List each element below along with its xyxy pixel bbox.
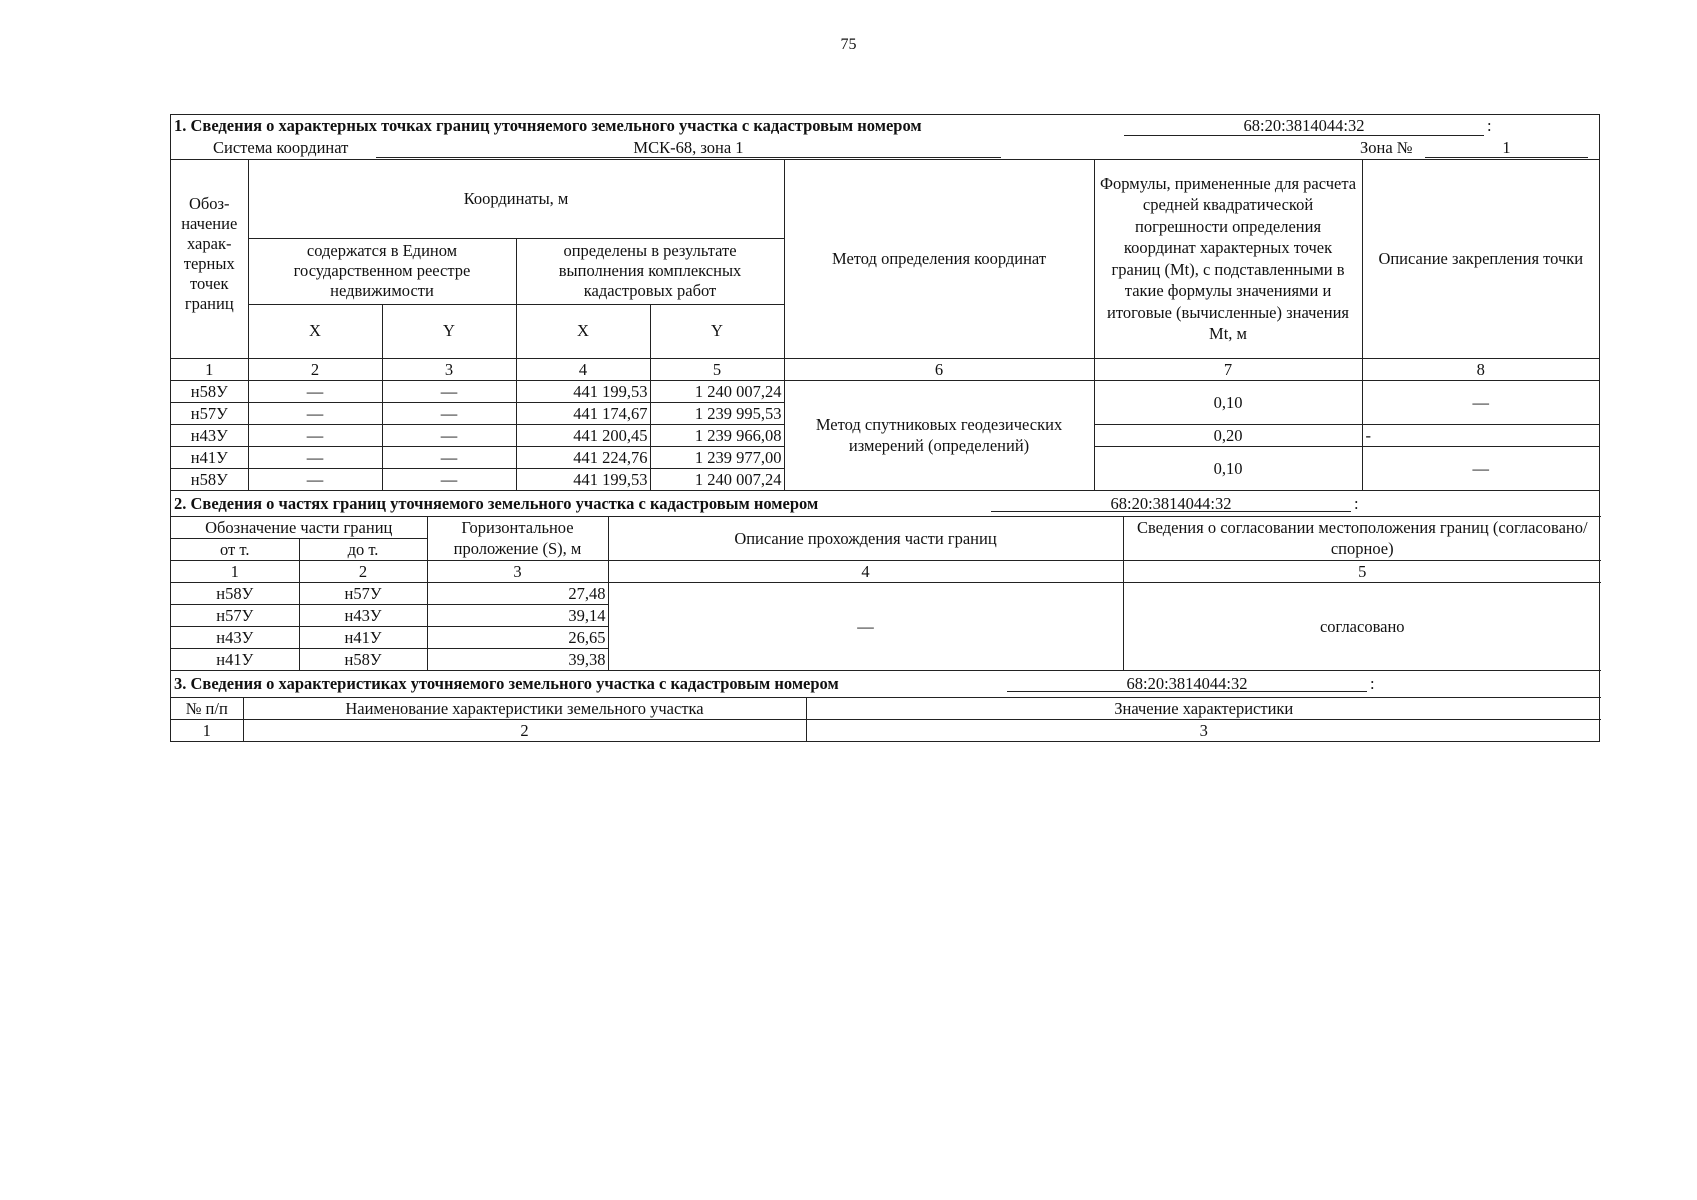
to-point: н57У [299,582,427,604]
agreement-value: согласовано [1123,582,1601,670]
section2-title-row [171,491,1599,516]
point-name: н41У [171,446,248,468]
section2-table [171,516,1601,671]
header-egrn: содержатся в Едином государственном реестре недвижимости [248,238,516,304]
y-egrn: — [382,468,516,490]
x-value: 441 174,67 [516,402,650,424]
section3-table [171,697,1601,741]
section1-title: 1. Сведения о характерных точках границ уточняемого земельного участка с кадастровым номером [174,116,922,135]
table-row [171,582,1601,604]
header-y-determined: Y [650,304,784,358]
x-egrn: — [248,424,382,446]
y-value: 1 240 007,24 [650,468,784,490]
from-point: н57У [171,604,299,626]
y-egrn: — [382,424,516,446]
header-method: Метод определения координат [784,160,1094,358]
col-number: 5 [1123,560,1601,582]
description-value: — [608,582,1123,670]
zone-label: Зона № [1360,138,1413,157]
section3-cadastral-number: 68:20:3814044:32 [1007,671,1367,692]
to-point: н43У [299,604,427,626]
y-value: 1 239 995,53 [650,402,784,424]
col-number: 8 [1362,358,1599,380]
header-to: до т. [299,538,427,560]
table-row [171,380,1599,402]
col-number: 2 [299,560,427,582]
x-value: 441 199,53 [516,468,650,490]
col-number: 3 [382,358,516,380]
x-value: 441 224,76 [516,446,650,468]
zone-value: 1 [1425,137,1588,158]
col-number: 7 [1094,358,1362,380]
from-point: н58У [171,582,299,604]
method-value: Метод спутниковых геодезических измерений (определений) [784,380,1094,490]
point-name: н58У [171,380,248,402]
col-number: 1 [171,560,299,582]
horizontal-value: 27,48 [427,582,608,604]
header-num: № п/п [171,697,243,719]
header-determined: определены в результате выполнения комплексных кадастровых работ [516,238,784,304]
x-egrn: — [248,402,382,424]
to-point: н58У [299,648,427,670]
header-fixation: Описание закрепления точки [1362,160,1599,358]
point-name: н57У [171,402,248,424]
from-point: н43У [171,626,299,648]
horizontal-value: 26,65 [427,626,608,648]
fixation-value: - [1362,424,1599,446]
mt-value: 0,10 [1094,446,1362,490]
col-number: 5 [650,358,784,380]
section3-title: 3. Сведения о характеристиках уточняемого земельного участка с кадастровым номером [174,673,839,693]
col-number: 6 [784,358,1094,380]
header-description: Описание прохождения части границ [608,516,1123,560]
document-table [170,114,1600,742]
mt-value: 0,20 [1094,424,1362,446]
mt-value: 0,10 [1094,380,1362,424]
section1-cadastral-number: 68:20:3814044:32 [1124,115,1484,136]
section1-colon: : [1487,116,1492,135]
x-egrn: — [248,446,382,468]
header-part: Обозначение части границ [171,516,427,538]
col-number: 4 [608,560,1123,582]
fixation-value: — [1362,446,1599,490]
header-designation: Обоз-начение харак-терных точек границ [171,160,248,358]
header-coordinates: Координаты, м [248,160,784,238]
section3-title-row [171,671,1599,697]
point-name: н43У [171,424,248,446]
y-value: 1 239 966,08 [650,424,784,446]
from-point: н41У [171,648,299,670]
col-number: 2 [248,358,382,380]
x-egrn: — [248,468,382,490]
x-egrn: — [248,380,382,402]
header-name: Наименование характеристики земельного участка [243,697,806,719]
header-formulas: Формулы, примененные для расчета средней квадратической погрешности определения координат характерных точек границ (Mt), с подставленными в такие формулы значениями и итоговые (вычисленные) значения Mt, м [1094,160,1362,358]
header-value: Значение характеристики [806,697,1601,719]
page-number: 75 [840,36,857,53]
section2-colon: : [1354,493,1359,513]
col-number: 2 [243,719,806,741]
coord-system-label: Система координат [213,138,349,157]
point-name: н58У [171,468,248,490]
fixation-value: — [1362,380,1599,424]
header-x-determined: X [516,304,650,358]
section2-cadastral-number: 68:20:3814044:32 [991,491,1351,512]
y-value: 1 239 977,00 [650,446,784,468]
coord-system-value: МСК-68, зона 1 [376,137,1001,158]
section1-title-row [171,115,1599,137]
section3-colon: : [1370,673,1375,693]
header-from: от т. [171,538,299,560]
coord-system-row [171,137,1599,160]
col-number: 3 [427,560,608,582]
y-egrn: — [382,380,516,402]
col-number: 1 [171,358,248,380]
y-egrn: — [382,402,516,424]
col-number: 1 [171,719,243,741]
header-y-egrn: Y [382,304,516,358]
header-agreement: Сведения о согласовании местоположения границ (согласовано/спорное) [1123,516,1601,560]
horizontal-value: 39,38 [427,648,608,670]
col-number: 3 [806,719,1601,741]
header-x-egrn: X [248,304,382,358]
header-horizontal: Горизонтальное проложение (S), м [427,516,608,560]
section1-table [171,160,1599,491]
to-point: н41У [299,626,427,648]
col-number: 4 [516,358,650,380]
y-value: 1 240 007,24 [650,380,784,402]
x-value: 441 200,45 [516,424,650,446]
y-egrn: — [382,446,516,468]
x-value: 441 199,53 [516,380,650,402]
horizontal-value: 39,14 [427,604,608,626]
section2-title: 2. Сведения о частях границ уточняемого земельного участка с кадастровым номером [174,493,819,513]
